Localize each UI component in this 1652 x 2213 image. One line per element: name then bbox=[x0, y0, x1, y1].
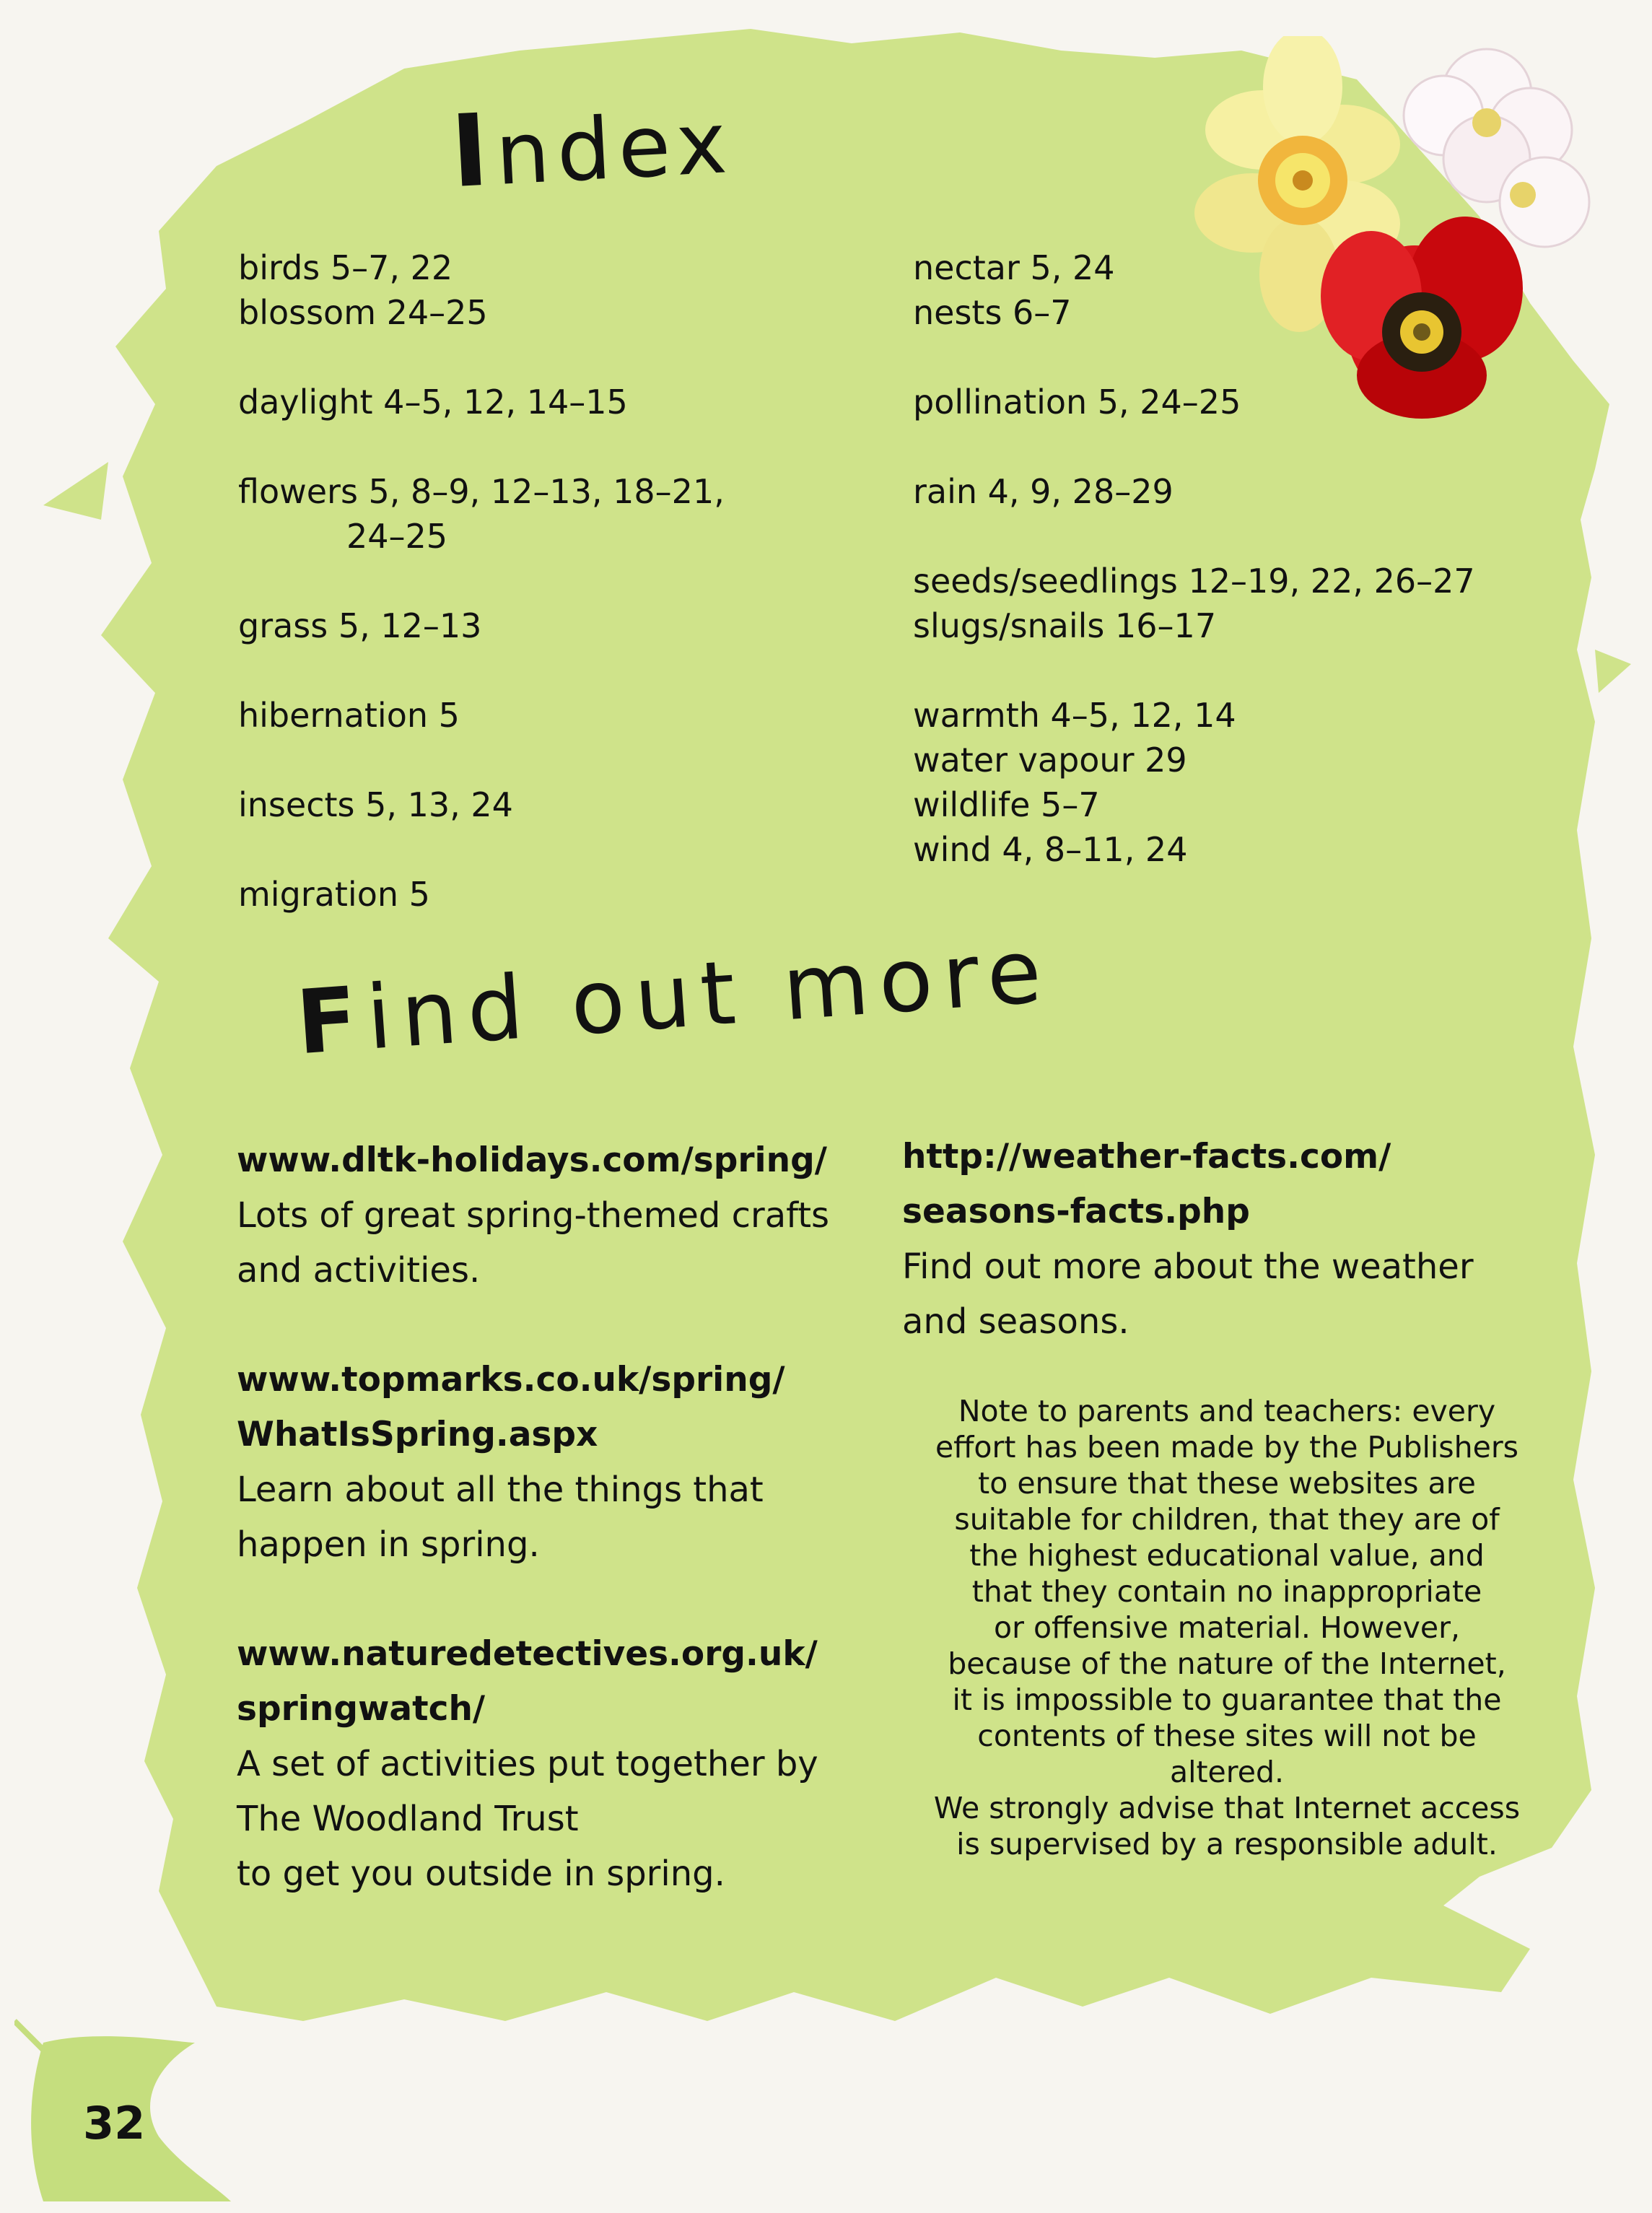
index-spacer bbox=[238, 738, 873, 782]
note-line: suitable for children, that they are of bbox=[954, 1502, 1500, 1537]
resource-url[interactable]: www.naturedetectives.org.uk/ bbox=[237, 1634, 818, 1674]
resource-item bbox=[237, 1353, 886, 1572]
resource-description: to get you outside in spring. bbox=[237, 1854, 725, 1894]
index-spacer bbox=[238, 559, 873, 603]
note-line: contents of these sites will not be bbox=[977, 1719, 1477, 1753]
index-entry: hibernation 5 bbox=[238, 696, 460, 735]
resource-url[interactable]: WhatIsSpring.aspx bbox=[237, 1415, 598, 1454]
index-spacer bbox=[238, 827, 873, 872]
index-entry: daylight 4–5, 12, 14–15 bbox=[238, 383, 628, 422]
index-spacer bbox=[913, 648, 1563, 693]
find-out-more-initial: F bbox=[293, 966, 371, 1075]
resource-description: Find out more about the weather bbox=[902, 1247, 1474, 1287]
index-entry: grass 5, 12–13 bbox=[238, 606, 482, 645]
resource-url[interactable]: springwatch/ bbox=[237, 1689, 486, 1729]
note-line: or offensive material. However, bbox=[993, 1610, 1461, 1645]
note-line: altered. bbox=[1169, 1755, 1285, 1789]
resource-description: Learn about all the things that bbox=[237, 1470, 764, 1510]
resource-description: The Woodland Trust bbox=[237, 1799, 579, 1839]
index-entry: flowers 5, 8–9, 12–13, 18–21, bbox=[238, 472, 725, 511]
resource-url[interactable]: www.topmarks.co.uk/spring/ bbox=[237, 1360, 785, 1400]
resource-description: Lots of great spring-themed crafts bbox=[237, 1195, 830, 1236]
index-entry: insects 5, 13, 24 bbox=[238, 785, 513, 824]
note-line: effort has been made by the Publishers bbox=[935, 1430, 1519, 1465]
index-left-column bbox=[238, 245, 873, 917]
resource-item bbox=[237, 1133, 886, 1298]
page-number: 32 bbox=[83, 2097, 146, 2149]
index-title-rest: ndex bbox=[493, 92, 737, 204]
note-line: because of the nature of the Internet, bbox=[948, 1646, 1506, 1681]
find-out-more-rest: ind out more bbox=[363, 919, 1055, 1070]
note-line: it is impossible to guarantee that the bbox=[952, 1682, 1502, 1717]
index-entry: pollination 5, 24–25 bbox=[913, 383, 1241, 422]
index-entry: seeds/seedlings 12–19, 22, 26–27 bbox=[913, 562, 1475, 601]
resource-item bbox=[237, 1627, 886, 1901]
note-line: that they contain no inappropriate bbox=[971, 1574, 1482, 1609]
resources-right-column bbox=[902, 1130, 1552, 1404]
index-entry: warmth 4–5, 12, 14 bbox=[913, 696, 1236, 735]
index-title-initial: I bbox=[448, 92, 499, 211]
resource-url[interactable]: seasons-facts.php bbox=[902, 1192, 1250, 1231]
resource-url[interactable]: www.dltk-holidays.com/spring/ bbox=[237, 1140, 827, 1180]
note-line: to ensure that these websites are bbox=[978, 1466, 1476, 1501]
note-line: the highest educational value, and bbox=[969, 1538, 1485, 1573]
index-entry: migration 5 bbox=[238, 875, 430, 914]
index-entry: blossom 24–25 bbox=[238, 293, 488, 332]
note-line: Note to parents and teachers: every bbox=[958, 1394, 1496, 1428]
index-entry: slugs/snails 16–17 bbox=[913, 606, 1217, 645]
index-spacer bbox=[238, 648, 873, 693]
index-spacer bbox=[238, 424, 873, 469]
index-title bbox=[448, 79, 736, 210]
index-spacer bbox=[913, 424, 1563, 469]
index-spacer bbox=[913, 514, 1563, 559]
index-entry: nectar 5, 24 bbox=[913, 248, 1115, 287]
index-entry: birds 5–7, 22 bbox=[238, 248, 453, 287]
resource-description: and activities. bbox=[237, 1250, 481, 1291]
index-entry: nests 6–7 bbox=[913, 293, 1072, 332]
index-entry: rain 4, 9, 28–29 bbox=[913, 472, 1174, 511]
resources-left-column bbox=[237, 1133, 886, 1956]
index-entry: wind 4, 8–11, 24 bbox=[913, 830, 1188, 869]
blossom-flower bbox=[1404, 49, 1589, 247]
index-right-column bbox=[913, 245, 1563, 872]
parents-teachers-note bbox=[877, 1393, 1577, 1862]
index-spacer bbox=[238, 335, 873, 380]
resource-description: and seasons. bbox=[902, 1301, 1129, 1342]
index-entry-continued: 24–25 bbox=[346, 517, 448, 556]
index-entry: wildlife 5–7 bbox=[913, 785, 1100, 824]
index-entry: water vapour 29 bbox=[913, 741, 1187, 780]
resource-description: A set of activities put together by bbox=[237, 1744, 818, 1784]
index-spacer bbox=[913, 335, 1563, 380]
note-line: We strongly advise that Internet access bbox=[933, 1791, 1521, 1825]
resource-item bbox=[902, 1130, 1552, 1349]
note-line: is supervised by a responsible adult. bbox=[956, 1827, 1498, 1861]
resource-url[interactable]: http://weather-facts.com/ bbox=[902, 1137, 1391, 1177]
resource-description: happen in spring. bbox=[237, 1524, 540, 1565]
